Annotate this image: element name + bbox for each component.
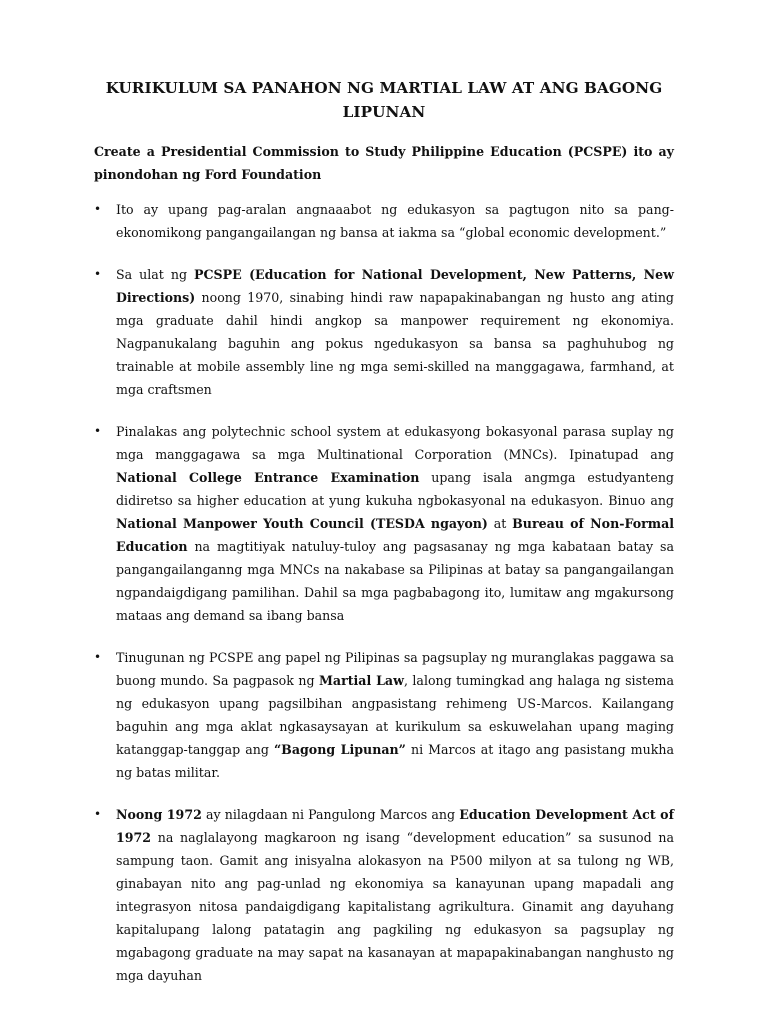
bullet-item-2 <box>94 263 674 401</box>
bullet-item-5 <box>94 803 674 987</box>
bullet-text-run: Ito ay upang pag-aralan angnaaabot ng edukasyon sa pagtugon nito sa pang-ekonomikong pangangailangan ng bansa at iakma sa “global economic development.” <box>116 202 674 240</box>
bullet-text-run: na magtitiyak natuluy-tuloy ang pagsasanay ng mga kabataan batay sa pangangailanganng mga MNCs na nakabase sa Pilipinas at batay sa pangangailangan ngpandaigdigang pamilihan. Dahil sa mga pagbabagong ito, lumitaw ang mgakursong mataas ang demand sa ibang bansa <box>116 539 674 623</box>
bullet-text-run: upang isala angmga estudyanteng didiretso sa higher education at yung kukuha ngbokasyonal na edukasyon. Binuo ang <box>116 470 674 508</box>
bullet-dot-icon: • <box>94 650 102 664</box>
bullet-dot-icon: • <box>94 807 102 821</box>
bold-term-ncee: National College Entrance Examination <box>116 470 420 485</box>
bullet-list <box>94 198 674 987</box>
bullet-text <box>116 420 674 627</box>
bullet-dot-icon: • <box>94 202 102 216</box>
bullet-text <box>116 803 674 987</box>
bold-term-education-development-act: Education Development Act of 1972 <box>116 807 674 845</box>
bullet-text-run: Sa ulat ng <box>116 267 195 282</box>
bullet-item-4 <box>94 646 674 784</box>
bullet-text-run: ni Marcos at itago ang pasistang mukha ng batas militar. <box>116 742 674 780</box>
bold-term-pcspe-report: PCSPE (Education for National Development, New Patterns, New Directions) <box>116 267 674 305</box>
bullet-text <box>116 646 674 784</box>
bold-term-bagong-lipunan: “Bagong Lipunan” <box>273 742 406 757</box>
bold-term-nmyc: National Manpower Youth Council (TESDA ngayon) <box>116 516 488 531</box>
bullet-item-1 <box>94 198 674 244</box>
bold-term-noong-1972: Noong 1972 <box>116 807 202 822</box>
bullet-text-run: ay nilagdaan ni Pangulong Marcos ang <box>201 807 460 822</box>
bullet-text-run: Tinugunan ng PCSPE ang papel ng Pilipinas sa pagsuplay ng muranglakas paggawa sa buong mundo. Sa pagpasok ng <box>116 650 674 688</box>
document-title: KURIKULUM SA PANAHON NG MARTIAL LAW AT ANG BAGONG LIPUNAN <box>105 79 663 121</box>
bullet-text-run: Pinalakas ang polytechnic school system at edukasyong bokasyonal parasa suplay ng mga manggagawa sa mga Multinational Corporation (MNCs). Ipinatupad ang <box>116 424 674 462</box>
bullet-text-run: noong 1970, sinabing hindi raw napapakinabangan ng husto ang ating mga graduate dahil hindi angkop sa manpower requirement ng ekonomiya. Nagpanukalang baguhin ang pokus ngedukasyon sa bansa sa paghuhubog ng trainable at mobile assembly line ng mga semi-skilled na manggagawa, farmhand, at mga craftsmen <box>116 290 674 397</box>
bold-term-martial-law: Martial Law <box>318 673 404 688</box>
bullet-text-run: at <box>487 516 513 531</box>
intro-paragraph: Create a Presidential Commission to Study Philippine Education (PCSPE) ito ay pinondohan ng Ford Foundation <box>94 144 674 182</box>
bullet-text <box>116 263 674 401</box>
bullet-item-3 <box>94 420 674 627</box>
bold-term-bnfe: Bureau of Non-Formal Education <box>116 516 675 554</box>
bullet-text <box>116 198 674 244</box>
bullet-text-run: na naglalayong magkaroon ng isang “development education” sa susunod na sampung taon. Gamit ang inisyalna alokasyon na P500 milyon at sa tulong ng WB, ginabayan nito ang pag-unlad ng ekonomiya sa kanayunan upang mapadali ang integrasyon nitosa pandaigdigang kapitalistang agrikultura. Ginamit ang dayuhang kapitalupang lalong patatagin ang pagkiling ng edukasyon sa pagsuplay ng mgabagong graduate na may sapat na kasanayan at mapapakinabangan nanghusto ng mga dayuhan <box>116 830 674 983</box>
bullet-dot-icon: • <box>94 267 102 281</box>
bullet-text-run: , lalong tumingkad ang halaga ng sistema ng edukasyon upang pagsilbihan angpasistang rehimeng US-Marcos. Kailangang baguhin ang mga aklat ngkasaysayan at kurikulum sa eskuwelahan upang maging katanggap-tanggap ang <box>116 673 674 757</box>
bullet-dot-icon: • <box>94 424 102 438</box>
